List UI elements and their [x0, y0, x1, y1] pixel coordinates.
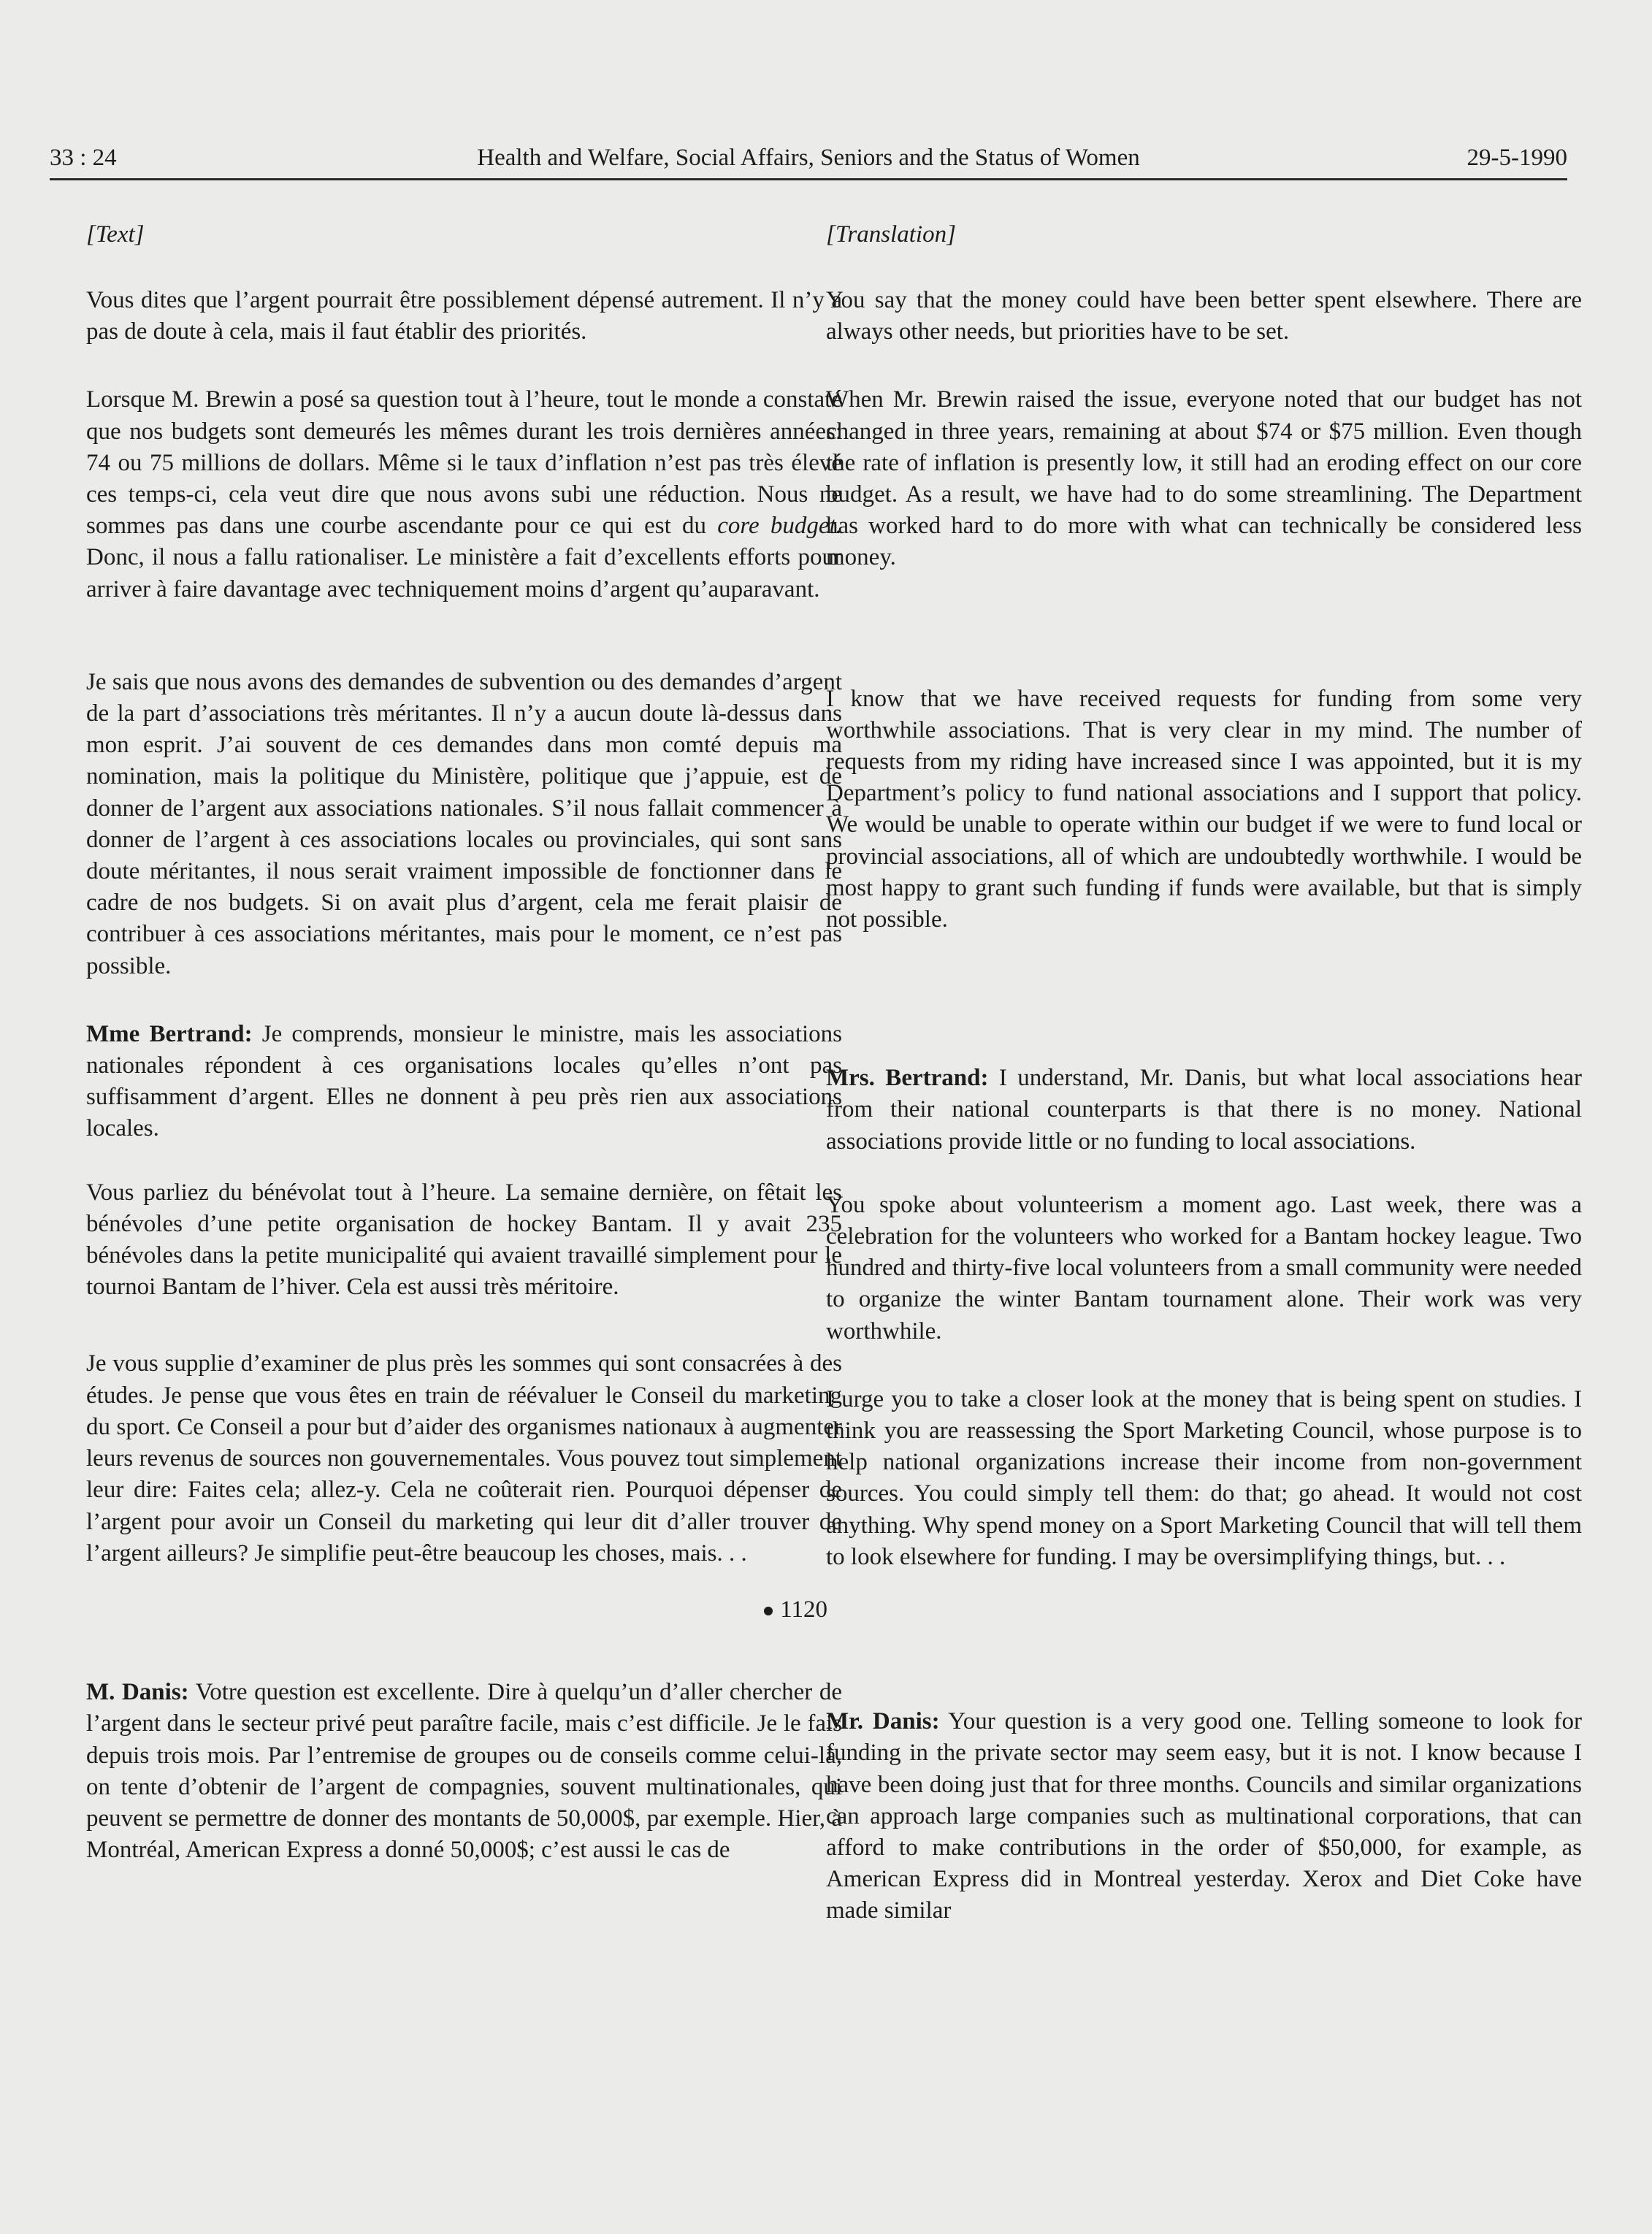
paragraph-en-4-text: I understand, Mr. Danis, but what local associations hear from their national counterparts is that there is no money. National associations provide little or no funding to local associations.: [826, 1065, 1582, 1155]
right-column: [826, 219, 1582, 1956]
paragraph-fr-4: [86, 1019, 842, 1145]
paragraph-en-3: I know that we have received requests for funding from some very worthwhile associations. That is very clear in my mind. The number of requests from my riding have increased since I was appointed, but it is my Department’s policy to fund national associations and I support that policy. We would be unable to operate within our budget if we were to fund local or provincial associations, all of which are undoubtedly worthwhile. I would be most happy to grant such funding if funds were available, but that is simply not possible.: [826, 685, 1582, 933]
page-number: 33 : 24: [50, 145, 117, 171]
speaker-label: Mme Bertrand:: [86, 1020, 253, 1047]
paragraph-en-6: I urge you to take a closer look at the money that is being spent on studies. I think you are reassessing the Sport Marketing Council, whose purpose is to help national organizations increase their income from non-government sources. You could simply tell them: do that; go ahead. It would not cost anything. Why spend money on a Sport Marketing Council that will tell them to look elsewhere for funding. I may be oversimplifying things, but. . .: [826, 1385, 1582, 1570]
paragraph-fr-2: [86, 384, 842, 605]
paragraph-fr-2-text: Lorsque M. Brewin a posé sa question tout à l’heure, tout le monde a constaté que nos budgets sont demeurés les mêmes durant les trois dernières années: 74 ou 75 millions de dollars. Même si le taux d’inflation n’est pas très élevé ces temps-ci, cela veut dire que nous avons subi une réduction. Nous ne sommes pas dans une courbe ascendante pour ce qui est du: [86, 386, 842, 540]
speaker-label: Mr. Danis:: [826, 1708, 940, 1735]
time-marker-text: 1120: [780, 1596, 827, 1623]
paragraph-en-4: [826, 1063, 1582, 1158]
paragraph-en-5: You spoke about volunteerism a moment ago. Last week, there was a celebration for the volunteers who worked for a Bantam hockey league. Two hundred and thirty-five local volunteers from a small community were needed to organize the winter Bantam tournament alone. Their work was very worthwhile.: [826, 1191, 1582, 1344]
language-tag-text: [Text]: [86, 221, 145, 248]
italic-term: core budget.: [717, 513, 842, 540]
speaker-label: M. Danis:: [86, 1679, 189, 1706]
page-header: [50, 140, 1567, 180]
paragraph-en-2: When Mr. Brewin raised the issue, everyone noted that our budget has not changed in three years, remaining at about $74 or $75 million. Even though the rate of inflation is presently low, it still had an eroding effect on our core budget. As a result, we have had to do some streamlining. The Department has worked hard to do more with what can technically be considered less money.: [826, 386, 1582, 571]
paragraph-fr-5: Vous parliez du bénévolat tout à l’heure. La semaine dernière, on fêtait les bénévoles d’une petite organisation de hockey Bantam. Il y avait 235 bénévoles dans la petite municipalité qui avaient travaillé simplement pour le tournoi Bantam de l’hiver. Cela est aussi très méritoire.: [86, 1179, 842, 1301]
page-date: 29-5-1990: [1466, 145, 1567, 171]
paragraph-en-7: [826, 1706, 1582, 1927]
page-title: Health and Welfare, Social Affairs, Seniors and the Status of Women: [477, 145, 1140, 171]
left-column: [86, 219, 842, 1895]
paragraph-en-7-text: Your question is a very good one. Telling someone to look for funding in the private sector may seem easy, but it is not. I know because I have been doing just that for three months. Councils and similar organizations can approach large companies such as multinational corporations, that can afford to make contributions in the order of $50,000, for example, as American Express did in Montreal yesterday. Xerox and Diet Coke have made similar: [826, 1708, 1582, 1924]
paragraph-fr-1: Vous dites que l’argent pourrait être possiblement dépensé autrement. Il n’y a pas de doute à cela, mais il faut établir des priorités.: [86, 287, 842, 345]
paragraph-fr-2-tail: Donc, il nous a fallu rationaliser. Le ministère a fait d’excellents efforts pour arriver à faire davantage avec techniquement moins d’argent qu’auparavant.: [86, 544, 842, 603]
speaker-label: Mrs. Bertrand:: [826, 1065, 989, 1092]
bullet-icon: [764, 1607, 773, 1615]
time-marker: [86, 1594, 827, 1626]
paragraph-en-1: You say that the money could have been better spent elsewhere. There are always other needs, but priorities have to be set.: [826, 287, 1582, 345]
paragraph-fr-6: Je vous supplie d’examiner de plus près les sommes qui sont consacrées à des études. Je pense que vous êtes en train de réévaluer le Conseil du marketing du sport. Ce Conseil a pour but d’aider des organismes nationaux à augmenter leurs revenus de sources non gouvernementales. Vous pouvez tout simplement leur dire: Faites cela; allez-y. Cela ne coûterait rien. Pourquoi dépenser de l’argent pour avoir un Conseil du marketing qui leur dit d’aller trouver de l’argent ailleurs? Je simplifie peut-être beaucoup les choses, mais. . .: [86, 1350, 842, 1567]
paragraph-fr-7-text: Votre question est excellente. Dire à quelqu’un d’aller chercher de l’argent dans le secteur privé peut paraître facile, mais c’est difficile. Je le fais depuis trois mois. Par l’entremise de groupes ou de conseils comme celui-là, on tente d’obtenir de l’argent de compagnies, souvent multinationales, qui peuvent se permettre de donner des montants de 50,000$, par exemple. Hier, à Montréal, American Express a donné 50,000$; c’est aussi le cas de: [86, 1679, 842, 1864]
paragraph-fr-4-text: Je comprends, monsieur le ministre, mais les associations nationales répondent à ces organisations locales qu’elles n’ont pas suffisamment d’argent. Elles ne donnent à peu près rien aux associations locales.: [86, 1020, 842, 1142]
language-tag-translation: [Translation]: [826, 221, 956, 248]
paragraph-fr-3: Je sais que nous avons des demandes de subvention ou des demandes d’argent de la part d’associations très méritantes. Il n’y a aucun doute là-dessus dans mon esprit. J’ai souvent de ces demandes dans mon comté depuis ma nomination, mais la politique du Ministère, politique que j’appuie, est de donner de l’argent aux associations nationales. S’il nous fallait commencer à donner de l’argent à ces associations locales ou provinciales, qui sont sans doute méritantes, il nous serait vraiment impossible de fonctionner dans le cadre de nos budgets. Si on avait plus d’argent, cela me ferait plaisir de contribuer à ces associations méritantes, mais pour le moment, ce n’est pas possible.: [86, 668, 842, 979]
paragraph-fr-7: [86, 1677, 842, 1866]
